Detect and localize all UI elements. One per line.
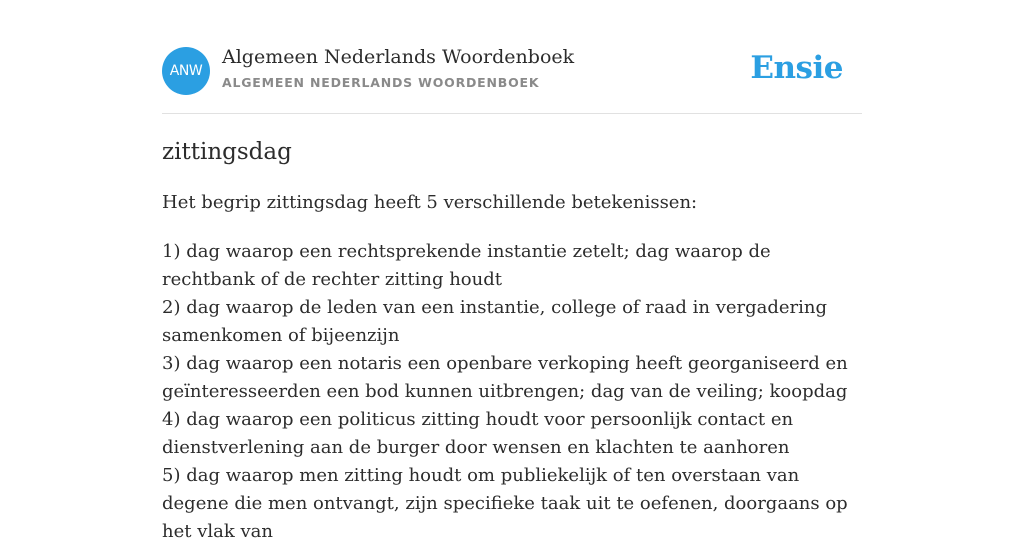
meaning-item: 1) dag waarop een rechtsprekende instantie zetelt; dag waarop de rechtbank of de rechter zitting houdt [162,241,771,290]
source-subtitle: ALGEMEEN NEDERLANDS WOORDENBOEK [222,75,540,90]
page-header [162,0,862,114]
intro-text: Het begrip zittingsdag heeft 5 verschillende betekenissen: [162,192,698,213]
meaning-item: 5) dag waarop men zitting houdt om publiekelijk of ten overstaan van degene die men ontvangt, zijn specifieke taak uit te oefenen, doorgaans op het vlak van [162,465,848,542]
source-logo[interactable] [162,47,210,95]
meaning-item: 4) dag waarop een politicus zitting houdt voor persoonlijk contact en dienstverlening aan de burger door wensen en klachten te aanhoren [162,409,794,458]
page-title: zittingsdag [162,139,292,165]
source-logo-text: ANW [169,63,203,79]
brand-logo[interactable]: Ensie [750,50,843,86]
meaning-item: 2) dag waarop de leden van een instantie, college of raad in vergadering samenkomen of bijeenzijn [162,297,828,346]
meaning-item: 3) dag waarop een notaris een openbare verkoping heeft georganiseerd en geïnteresseerden een bod kunnen uitbrengen; dag van de veiling; koopdag [162,353,848,402]
meanings-list [162,238,862,546]
source-title[interactable]: Algemeen Nederlands Woordenboek [222,46,575,68]
page-container [162,0,862,542]
